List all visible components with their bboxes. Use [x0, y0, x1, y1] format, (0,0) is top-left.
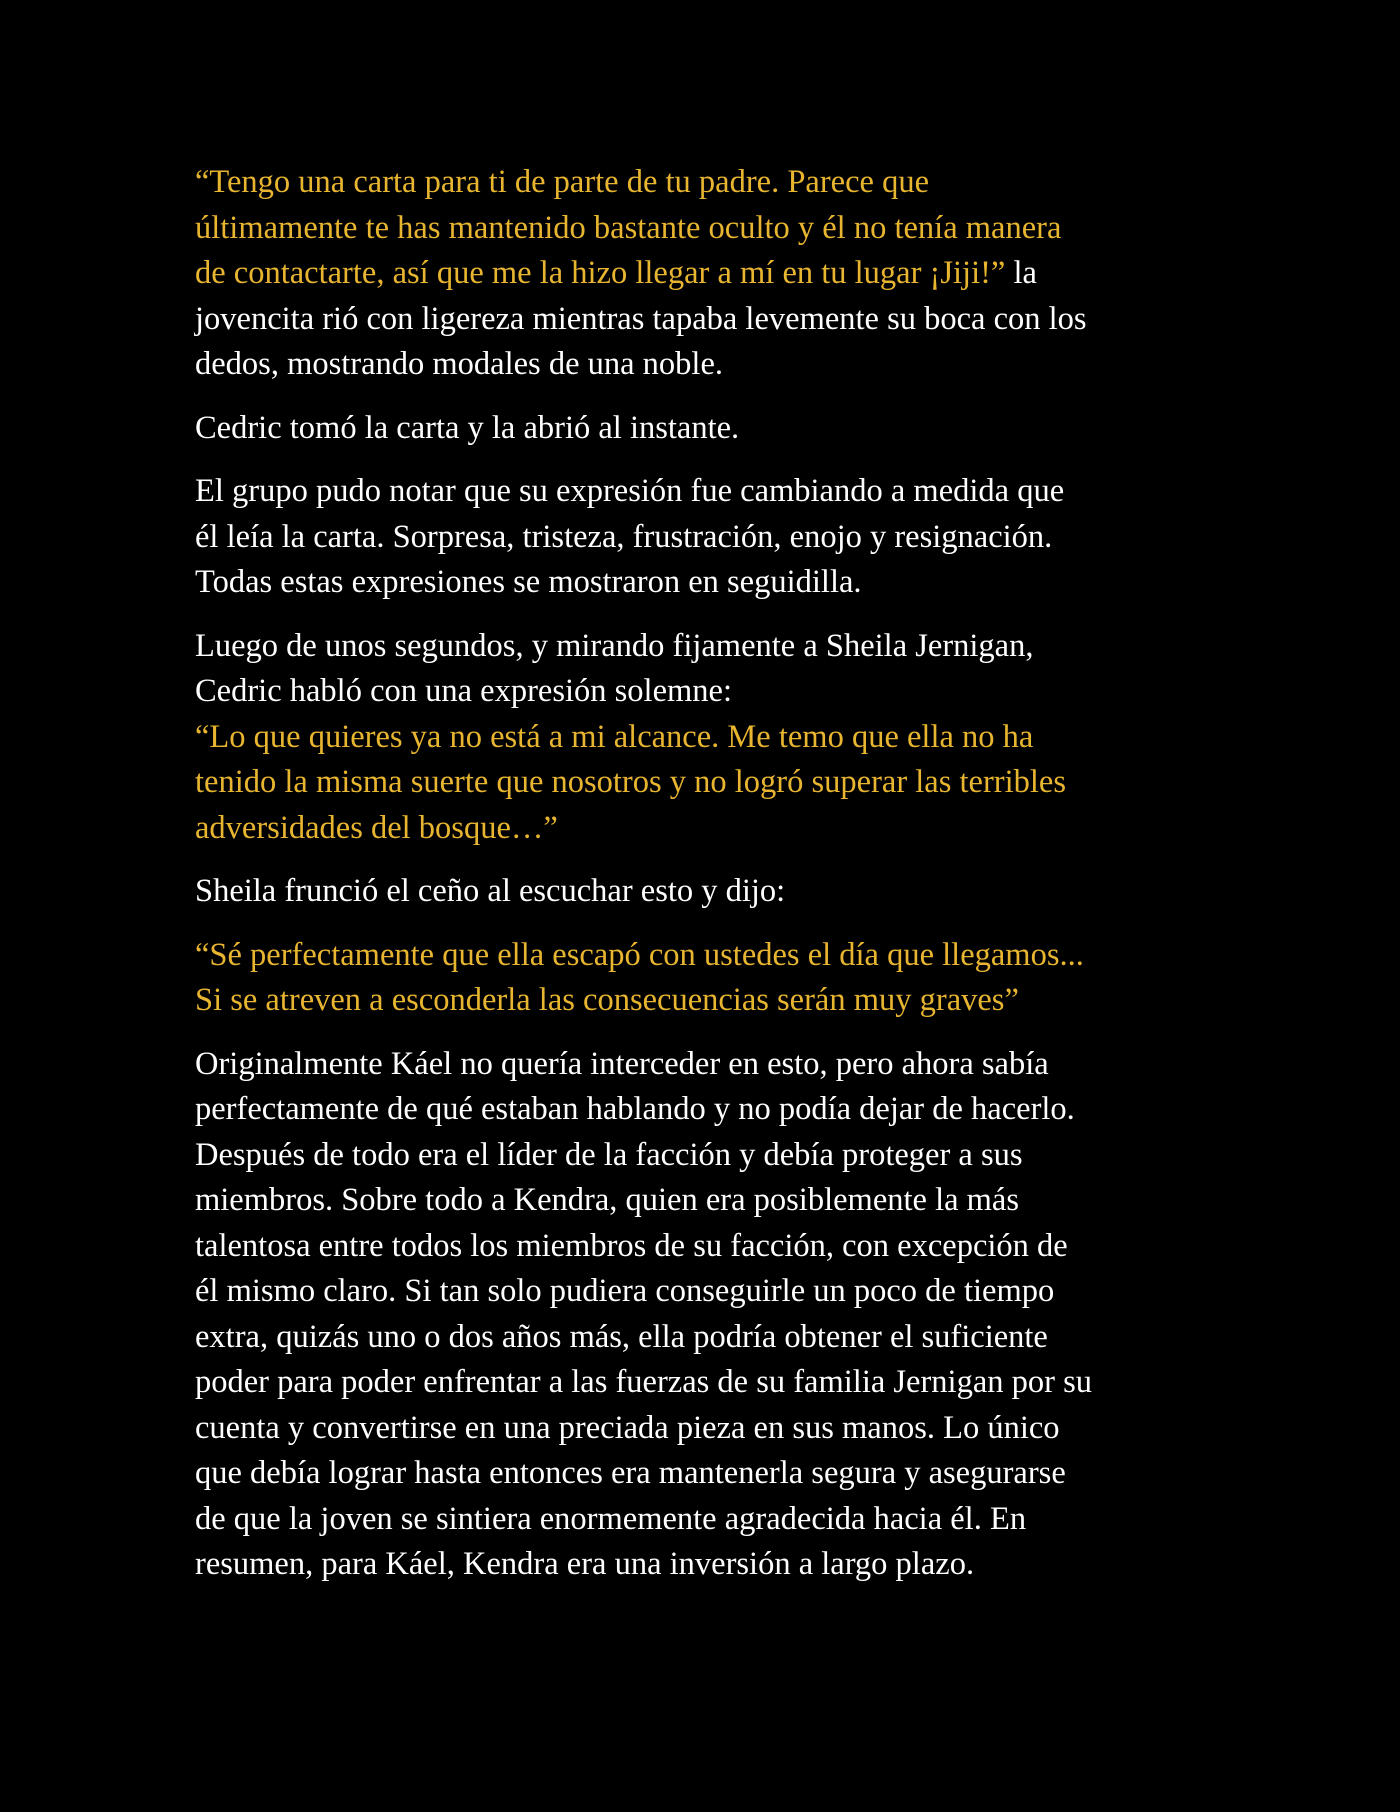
dialogue-line: adversidades del bosque…”: [195, 809, 558, 846]
narration-line: poder para poder enfrentar a las fuerzas de su familia Jernigan por su: [195, 1364, 1092, 1400]
narration-line: extra, quizás uno o dos años más, ella podría obtener el suficiente: [195, 1318, 1048, 1355]
paragraph-sheila-dialogue: [195, 933, 1225, 1024]
narration-line: Originalmente Káel no quería interceder en esto, pero ahora sabía: [195, 1045, 1049, 1082]
dialogue-line: “Tengo una carta para ti de parte de tu padre. Parece que: [195, 164, 929, 200]
narration-line: Cedric tomó la carta y la abrió al instante.: [195, 409, 740, 446]
dialogue-text: de contactarte, así que me la hizo llegar a mí en tu lugar ¡Jiji!”: [195, 255, 1006, 291]
narration-line: El grupo pudo notar que su expresión fue cambiando a medida que: [195, 473, 1065, 509]
narration-line: dedos, mostrando modales de una noble.: [195, 346, 724, 382]
narration-line: miembros. Sobre todo a Kendra, quien era posiblemente la más: [195, 1182, 1020, 1218]
narration-line: él leía la carta. Sorpresa, tristeza, frustración, enojo y resignación.: [195, 518, 1053, 555]
narration-line: de que la joven se sintiera enormemente agradecida hacia él. En: [195, 1500, 1027, 1537]
narration-line: Luego de unos segundos, y mirando fijamente a Sheila Jernigan,: [195, 627, 1034, 664]
paragraph-kael-reflection: [195, 1042, 1225, 1588]
document-page: [195, 160, 1225, 1588]
paragraph-cedric-speaks: [195, 624, 1225, 852]
narration-line: cuenta y convertirse en una preciada pieza en sus manos. Lo único: [195, 1409, 1060, 1446]
dialogue-line: últimamente te has mantenido bastante oculto y él no tenía manera: [195, 209, 1062, 246]
narration-line: Sheila frunció el ceño al escuchar esto y dijo:: [195, 873, 786, 909]
narration-text: la: [1005, 255, 1037, 291]
narration-line: talentosa entre todos los miembros de su facción, con excepción de: [195, 1227, 1068, 1264]
narration-line: él mismo claro. Si tan solo pudiera conseguirle un poco de tiempo: [195, 1273, 1055, 1309]
dialogue-line: “Lo que quieres ya no está a mi alcance. Me temo que ella no ha: [195, 718, 1034, 755]
narration-line: que debía lograr hasta entonces era mantenerla segura y asegurarse: [195, 1455, 1066, 1491]
dialogue-line: Si se atreven a esconderla las consecuencias serán muy graves”: [195, 982, 1019, 1018]
narration-line: Después de todo era el líder de la facción y debía proteger a sus: [195, 1136, 1023, 1173]
dialogue-line: tenido la misma suerte que nosotros y no logró superar las terribles: [195, 764, 1066, 800]
paragraph-sheila-frowns: [195, 869, 1225, 915]
narration-line: jovencita rió con ligereza mientras tapaba levemente su boca con los: [195, 300, 1087, 337]
narration-line: Cedric habló con una expresión solemne:: [195, 673, 732, 709]
paragraph-cedric-takes-letter: [195, 406, 1225, 452]
narration-line: Todas estas expresiones se mostraron en seguidilla.: [195, 564, 862, 600]
paragraph-letter-dialogue: [195, 160, 1225, 388]
mixed-line: [195, 251, 1225, 297]
dialogue-line: “Sé perfectamente que ella escapó con ustedes el día que llegamos...: [195, 936, 1084, 973]
narration-line: perfectamente de qué estaban hablando y no podía dejar de hacerlo.: [195, 1091, 1075, 1127]
paragraph-expression-change: [195, 469, 1225, 606]
narration-line: resumen, para Káel, Kendra era una inversión a largo plazo.: [195, 1546, 975, 1582]
